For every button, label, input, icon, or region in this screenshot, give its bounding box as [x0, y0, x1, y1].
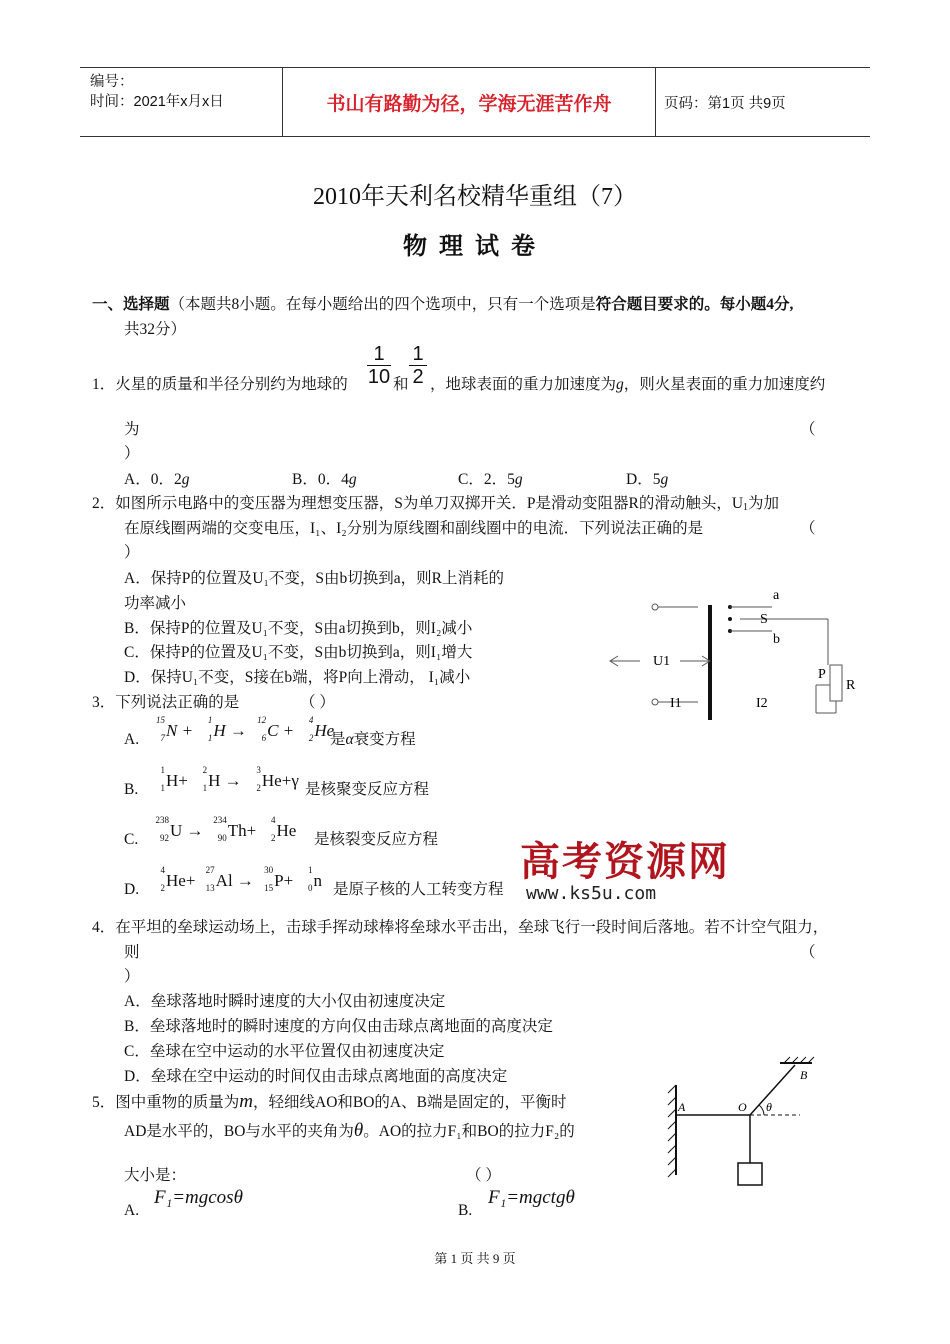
- q1-opt-c-g: g: [514, 471, 523, 488]
- contact-s: [728, 617, 732, 621]
- q2-option-b: B．保持P的位置及U₁不变，S由a切换到b，则I₂减小: [124, 620, 473, 637]
- terminal-bottom-left: [652, 699, 658, 705]
- q5-line1: [92, 1092, 566, 1113]
- q4-option-b: B．垒球落地时的瞬时速度的方向仅由击球点离地面的高度决定: [124, 1018, 553, 1035]
- transformer-circuit-diagram: [600, 585, 870, 725]
- label-i2: I2: [756, 696, 768, 711]
- q1-opt-b-text: B．0．4: [292, 471, 349, 488]
- q1-opt-c-text: C．2．5: [458, 471, 515, 488]
- q3-d-desc: 是原子核的人工转变方程: [333, 881, 504, 898]
- q2-line2: 在原线圈两端的交变电压，I₁、I₂分别为原线圈和副线圈中的电流．下列说法正确的是: [124, 520, 704, 537]
- q4-paren-open: （: [800, 944, 816, 961]
- q3-stem: 3．下列说法正确的是: [92, 694, 240, 711]
- q3-d-label: D.: [124, 881, 140, 898]
- q4-option-c: C．垒球在空中运动的水平位置仅由初速度决定: [124, 1043, 445, 1060]
- label-b: b: [773, 632, 780, 647]
- weight-block: [738, 1163, 762, 1185]
- q1-part3-text: ，则火星表面的重力加速度约: [623, 376, 826, 393]
- label-s: S: [760, 612, 768, 627]
- q5-m: m: [239, 1091, 253, 1112]
- header-number: 编号：: [90, 74, 134, 90]
- q5-theta: θ: [353, 1120, 364, 1141]
- q2-line1-end: 为加: [748, 495, 780, 512]
- q5-line1a: 5．图中重物的质量为: [92, 1094, 240, 1111]
- q5-line2a: AD是水平的，BO与水平的夹角为: [124, 1123, 354, 1140]
- q3-b-equation: 1 1 H+ 2 1 H → 3 2 He+γ: [160, 765, 299, 793]
- header-meta: [80, 68, 282, 136]
- q1-option-a: [124, 470, 189, 490]
- q2-option-a-1: A．保持P的位置及U₁不变，S由b切换到a，则R上消耗的: [124, 570, 505, 587]
- q3-a-alpha: α: [345, 731, 354, 748]
- label-a: a: [773, 588, 780, 603]
- page-footer: 第 1 页 共 9 页: [434, 1251, 516, 1266]
- q3-b-desc: 是核聚变反应方程: [305, 781, 430, 798]
- q2-option-a-2: 功率减小: [124, 595, 187, 612]
- q5-line2b: 。AO的拉力F₁和BO的拉力F₂的: [363, 1123, 575, 1140]
- label-o: O: [738, 1100, 747, 1114]
- q3-a-desc: [330, 730, 416, 750]
- q3-c-desc: 是核裂变反应方程: [314, 831, 439, 848]
- q3-a-end: 衰变方程: [353, 731, 416, 748]
- q1-line2: 为: [124, 421, 140, 438]
- page-header: [80, 67, 870, 137]
- q2-option-d: D．保持U₁不变，S接在b端，将P向上滑动， I₁减小: [124, 669, 471, 686]
- q1-opt-b-g: g: [348, 471, 357, 488]
- section1-desc-bold: 符合题目要求的。每小题4分,: [595, 296, 794, 313]
- section1-desc2: 共32分）: [124, 321, 187, 338]
- q4-option-a: A．垒球落地时瞬时速度的大小仅由初速度决定: [124, 993, 446, 1010]
- hanging-weight-diagram: [660, 1055, 840, 1195]
- q5-b-label: B.: [458, 1202, 473, 1219]
- q3-c-equation: 238 92 U → 234 90 Th+ 4 2 He: [155, 815, 297, 843]
- q1-stem-part2: [430, 375, 825, 395]
- header-page-info: 页码：第1页 共9页: [664, 95, 786, 112]
- q3-b-label: B.: [124, 781, 139, 798]
- q1-frac2-num: 1: [412, 343, 424, 365]
- angle-arc: [759, 1105, 764, 1115]
- q5-a-label: A.: [124, 1202, 140, 1219]
- q1-fraction-1-10: [367, 343, 391, 388]
- label-a: A: [678, 1100, 686, 1114]
- q3-c-label: C.: [124, 831, 139, 848]
- q2-line1: [92, 494, 779, 518]
- section1-desc: （本题共8小题。在每小题给出的四个选项中，只有一个选项是: [169, 296, 596, 313]
- label-theta: θ: [766, 1100, 772, 1114]
- resistor-r: [830, 665, 842, 701]
- q1-frac1-num: 1: [373, 343, 385, 365]
- label-b: B: [800, 1068, 808, 1082]
- q2-paren-close: ）: [124, 544, 140, 561]
- q1-option-c: [458, 470, 523, 490]
- q3-d-equation: 4 2 He+ 27 13 Al → 30 15 P+ 1 0 n: [160, 865, 322, 893]
- q5-b-formula: F₁=mgctgθ: [488, 1187, 575, 1208]
- q1-frac1-den: 10: [367, 366, 391, 388]
- q2-line1-text: 2．如图所示电路中的变压器为理想变压器，S为单刀双掷开关．P是滑动变阻器R的滑动触头，U: [92, 495, 744, 512]
- q4-line2: 则: [124, 944, 140, 961]
- exam-subtitle: 物理试卷: [403, 232, 547, 260]
- q5-line3: 大小是：: [124, 1167, 187, 1184]
- q2-option-c: C．保持P的位置及U₁不变，S由b切换到a，则I₁增大: [124, 644, 473, 661]
- section1-heading-line: [92, 295, 793, 315]
- q1-option-d: [626, 470, 668, 490]
- q1-option-b: [292, 470, 357, 490]
- label-p: P: [818, 667, 826, 682]
- header-motto: 书山有路勤为径，学海无涯苦作舟: [282, 68, 656, 136]
- q1-frac2-den: 2: [412, 366, 424, 388]
- string-bo: [750, 1065, 795, 1115]
- q1-paren-open: （: [800, 421, 816, 438]
- q1-and: 和: [393, 376, 409, 393]
- watermark-logo: [520, 830, 730, 904]
- q2-paren-open: （: [800, 520, 816, 537]
- q1-opt-a-text: A．0．2: [124, 471, 182, 488]
- terminal-top-left: [652, 604, 658, 610]
- q1-g: g: [616, 376, 624, 393]
- label-i1: I1: [670, 696, 682, 711]
- q3-paren: （ ）: [300, 694, 335, 711]
- q3-a-suffix: 是: [330, 731, 346, 748]
- q5-a-formula: F₁=mgcosθ: [154, 1187, 243, 1208]
- exam-title: 2010年天利名校精华重组（7）: [313, 184, 637, 210]
- q1-stem-part1: 1．火星的质量和半径分别约为地球的: [92, 376, 348, 393]
- q1-opt-d-g: g: [660, 471, 669, 488]
- q5-line1b: ，轻细线AO和BO的A、B端是固定的，平衡时: [253, 1094, 567, 1111]
- q1-part2-text: ，地球表面的重力加速度为: [430, 376, 617, 393]
- watermark-title: 高考资源网: [520, 838, 730, 885]
- q1-opt-d-text: D．5: [626, 471, 661, 488]
- header-date: 时间：2021年x月x日: [90, 94, 224, 110]
- q4-line1: 4．在平坦的垒球运动场上，击球手挥动球棒将垒球水平击出，垒球飞行一段时间后落地。若不计空气阻力，: [92, 919, 829, 936]
- q1-fraction-1-2: [409, 343, 427, 388]
- label-u1: U1: [653, 654, 671, 669]
- q1-opt-a-g: g: [181, 471, 190, 488]
- watermark-url: www.ks5u.com: [526, 883, 657, 904]
- label-r: R: [846, 678, 856, 693]
- q1-paren-close: ）: [124, 445, 140, 462]
- q5-line2: [124, 1121, 575, 1142]
- q4-option-d: D．垒球在空中运动的时间仅由击球点离地面的高度决定: [124, 1068, 508, 1085]
- q5-paren: （ ）: [466, 1167, 501, 1184]
- left-wall-hatch: [668, 1085, 676, 1177]
- q4-paren-close: ）: [124, 968, 140, 985]
- q3-a-label: A.: [124, 731, 140, 748]
- q3-a-equation: 15 7 N + 1 1 H → 12 6 C + 4 2 He: [156, 715, 335, 743]
- q2-line1-sub: 1: [743, 502, 749, 513]
- section1-heading: 一、选择题: [92, 296, 170, 313]
